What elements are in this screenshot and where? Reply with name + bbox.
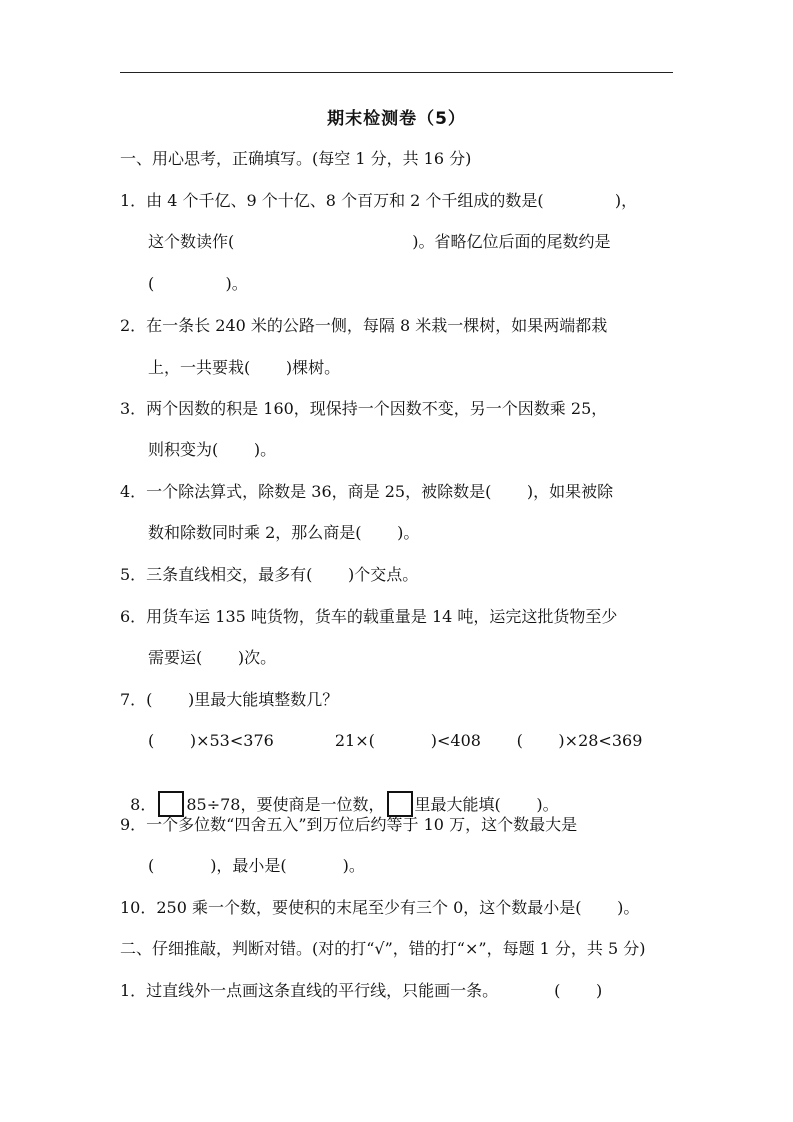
section-2-heading: 二、仔细推敲，判断对错。(对的打“√”，错的打“×”，每题 1 分，共 5 分) [120,939,646,958]
question-8-line [120,772,559,817]
question-1-line-2: 这个数读作( )。省略亿位后面的尾数约是 [148,232,611,251]
question-10-line-1: 10．250 乘一个数，要使积的末尾至少有三个 0，这个数最小是( )。 [120,898,640,917]
question-5-line-1: 5．三条直线相交，最多有( )个交点。 [120,565,419,584]
question-6-line-2: 需要运( )次。 [148,648,277,667]
question-6-line-1: 6．用货车运 135 吨货物，货车的载重量是 14 吨，运完这批货物至少 [120,607,618,626]
question-7-line-1: 7．( )里最大能填整数几？ [120,690,339,709]
question-9-line-1: 9．一个多位数“四舍五入”到万位后约等于 10 万，这个数最大是 [120,815,578,834]
question-4-line-1: 4．一个除法算式，除数是 36，商是 25，被除数是( )，如果被除 [120,482,614,501]
judge-1-line-1: 1．过直线外一点画这条直线的平行线，只能画一条。 ( ) [120,981,603,1000]
section-1-heading: 一、用心思考，正确填写。(每空 1 分，共 16 分) [120,149,472,168]
question-8-number: 8． [130,795,157,814]
question-8-middle: 85÷78，要使商是一位数， [186,795,385,814]
question-2-line-2: 上，一共要栽( )棵树。 [148,358,341,377]
question-4-line-2: 数和除数同时乘 2，那么商是( )。 [148,523,420,542]
question-3-line-2: 则积变为( )。 [148,440,277,459]
question-1-line-1: 1．由 4 个千亿、9 个十亿、8 个百万和 2 个千组成的数是( )， [120,191,638,210]
question-3-line-1: 3．两个因数的积是 160，现保持一个因数不变，另一个因数乘 25， [120,399,608,418]
blank-box-1 [158,791,184,817]
page-title: 期末检测卷（5） [327,109,466,129]
question-2-line-1: 2．在一条长 240 米的公路一侧，每隔 8 米栽一棵树，如果两端都栽 [120,316,608,335]
question-8-end: 里最大能填( )。 [414,795,559,814]
header-rule [120,72,673,73]
blank-box-2 [387,791,413,817]
question-1-line-3: ( )。 [148,274,248,293]
question-7-line-2: ( )×53<376 21×( )<408 ( )×28<369 [148,731,643,750]
question-9-line-2: ( )，最小是( )。 [148,856,365,875]
